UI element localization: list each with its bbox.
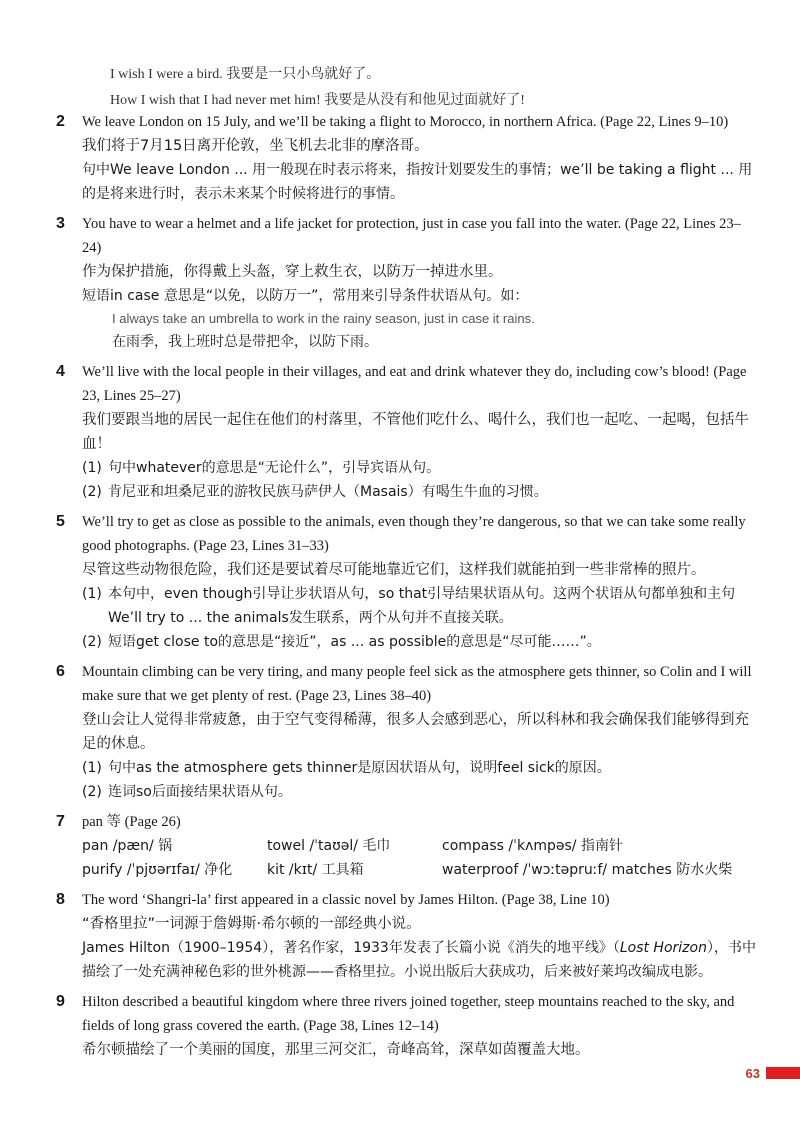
chinese-translation: 我们要跟当地的居民一起住在他们的村落里，不管他们吃什么、喝什么，我们也一起吃、一起喝，包括牛血！ (82, 412, 749, 452)
chinese-translation: “香格里拉”一词源于詹姆斯·希尔顿的一部经典小说。 (82, 916, 421, 932)
explanation: 句中We leave London ... 用一般现在时表示将来，指按计划要发生的事情；we’ll be taking a flight ... 用的是将来进行时，表示未来某个时候将进行的事情。 (82, 162, 753, 202)
page-tab-marker (766, 1067, 800, 1079)
vocab-entry: purify /ˈpjʊərɪfaɪ/ 净化 (82, 862, 233, 878)
sub-note-number: (1) (82, 586, 102, 602)
example-english: I always take an umbrella to work in the rainy season, just in case it rains. (112, 311, 535, 326)
explanation-part: James Hilton（1900–1954），著名作家，1933年发表了长篇小说《消失的地平线》（ (82, 940, 620, 956)
english-sentence: We leave London on 15 July, and we’ll be taking a flight to Morocco, in northern Africa. (Page 22, Lines 9–10) (82, 114, 729, 130)
sub-note-text: 句中as the atmosphere gets thinner是原因状语从句，说明feel sick的原因。 (108, 760, 611, 776)
note-item-4 (56, 360, 756, 504)
english-sentence: You have to wear a helmet and a life jacket for protection, just in case you fall into the water. (Page 22, Lines 23–24) (82, 216, 741, 256)
sub-note-text: 短语get close to的意思是“接近”，as ... as possible的意思是“尽可能……”。 (108, 634, 601, 650)
intro-example-2: How I wish that I had never met him! 我要是从没有和他见过面就好了! (110, 93, 525, 108)
item-number: 3 (56, 215, 65, 232)
english-sentence: The word ‘Shangri-la’ first appeared in a classic novel by James Hilton. (Page 38, Line 10) (82, 892, 610, 908)
sub-note (82, 480, 756, 504)
sub-note-text: 肯尼亚和坦桑尼亚的游牧民族马萨伊人（Masais）有喝生牛血的习惯。 (108, 484, 548, 500)
english-sentence: We’ll try to get as close as possible to the animals, even though they’re dangerous, so that we can take some really good photographs. (Page 23, Lines 31–33) (82, 514, 746, 554)
chinese-translation: 登山会让人觉得非常疲惫，由于空气变得稀薄，很多人会感到恶心，所以科林和我会确保我们能够得到充足的休息。 (82, 712, 749, 752)
note-item-9 (56, 990, 756, 1062)
note-item-6 (56, 660, 756, 804)
note-item-3 (56, 212, 756, 354)
explanation: 短语in case 意思是“以免，以防万一”，常用来引导条件状语从句。如： (82, 288, 529, 304)
sub-note (82, 582, 756, 630)
example-chinese: 在雨季，我上班时总是带把伞，以防下雨。 (112, 334, 378, 350)
english-sentence: We’ll live with the local people in their villages, and eat and drink whatever they do, including cow’s blood! (Page 23, Lines 25–27) (82, 364, 747, 404)
item-number: 2 (56, 113, 65, 130)
sub-note (82, 780, 756, 804)
sub-note-text: 句中whatever的意思是“无论什么”，引导宾语从句。 (108, 460, 441, 476)
intro-examples (110, 62, 780, 114)
item-number: 9 (56, 993, 65, 1010)
note-item-2 (56, 110, 756, 206)
explanation-part: ），书中描绘了一处充满神秘色彩的世外桃源——香格里拉。小说出版后大获成功，后来被好莱坞改编成电影。 (82, 940, 756, 980)
sub-note-text: 连词so后面接结果状语从句。 (108, 784, 292, 800)
note-item-8 (56, 888, 756, 984)
vocab-heading: pan 等 (Page 26) (82, 814, 181, 830)
english-sentence: Hilton described a beautiful kingdom where three rivers joined together, steep mountains reached to the sky, and fields of long grass covered the earth. (Page 38, Lines 12–14) (82, 994, 735, 1034)
vocab-entry: pan /pæn/ 锅 (82, 838, 173, 854)
explanation (82, 936, 756, 984)
vocab-grid (82, 834, 756, 882)
sub-note-number: (1) (82, 460, 102, 476)
vocab-entry: kit /kɪt/ 工具箱 (267, 862, 364, 878)
sub-note (82, 456, 756, 480)
chinese-translation: 我们将于7月15日离开伦敦，坐飞机去北非的摩洛哥。 (82, 138, 429, 154)
sub-note-number: (1) (82, 760, 102, 776)
sub-note (82, 630, 756, 654)
vocab-entry: compass /ˈkʌmpəs/ 指南针 (442, 838, 623, 854)
item-number: 5 (56, 513, 65, 530)
page-number: 63 (745, 1065, 760, 1081)
chinese-translation: 尽管这些动物很危险，我们还是要试着尽可能地靠近它们，这样我们就能拍到一些非常棒的照片。 (82, 562, 706, 578)
book-title: Lost Horizon (619, 940, 707, 956)
sub-note-number: (2) (82, 484, 102, 500)
item-number: 8 (56, 891, 65, 908)
sub-note (82, 756, 756, 780)
chinese-translation: 希尔顿描绘了一个美丽的国度，那里三河交汇，奇峰高耸，深草如茵覆盖大地。 (82, 1042, 590, 1058)
sub-note-number: (2) (82, 784, 102, 800)
chinese-translation: 作为保护措施，你得戴上头盔，穿上救生衣，以防万一掉进水里。 (82, 264, 503, 280)
intro-example-1: I wish I were a bird. 我要是一只小鸟就好了。 (110, 67, 381, 82)
vocab-entry: waterproof /ˈwɔːtəpruːf/ matches 防水火柴 (442, 862, 733, 878)
page-footer (746, 1066, 800, 1080)
sub-note-number: (2) (82, 634, 102, 650)
item-number: 6 (56, 663, 65, 680)
vocab-entry: towel /ˈtaʊəl/ 毛巾 (267, 838, 391, 854)
note-item-7 (56, 810, 756, 882)
english-sentence: Mountain climbing can be very tiring, and many people feel sick as the atmosphere gets thinner, so Colin and I will make sure that we get plenty of rest. (Page 23, Lines 38–40) (82, 664, 752, 704)
item-number: 7 (56, 813, 65, 830)
note-item-5 (56, 510, 756, 654)
sub-note-text: 本句中，even though引导让步状语从句，so that引导结果状语从句。这两个状语从句都单独和主句We’ll try to ... the animals发生联系，两个从句并不直接关联。 (108, 586, 736, 626)
notes-list (56, 110, 756, 1068)
item-number: 4 (56, 363, 65, 380)
